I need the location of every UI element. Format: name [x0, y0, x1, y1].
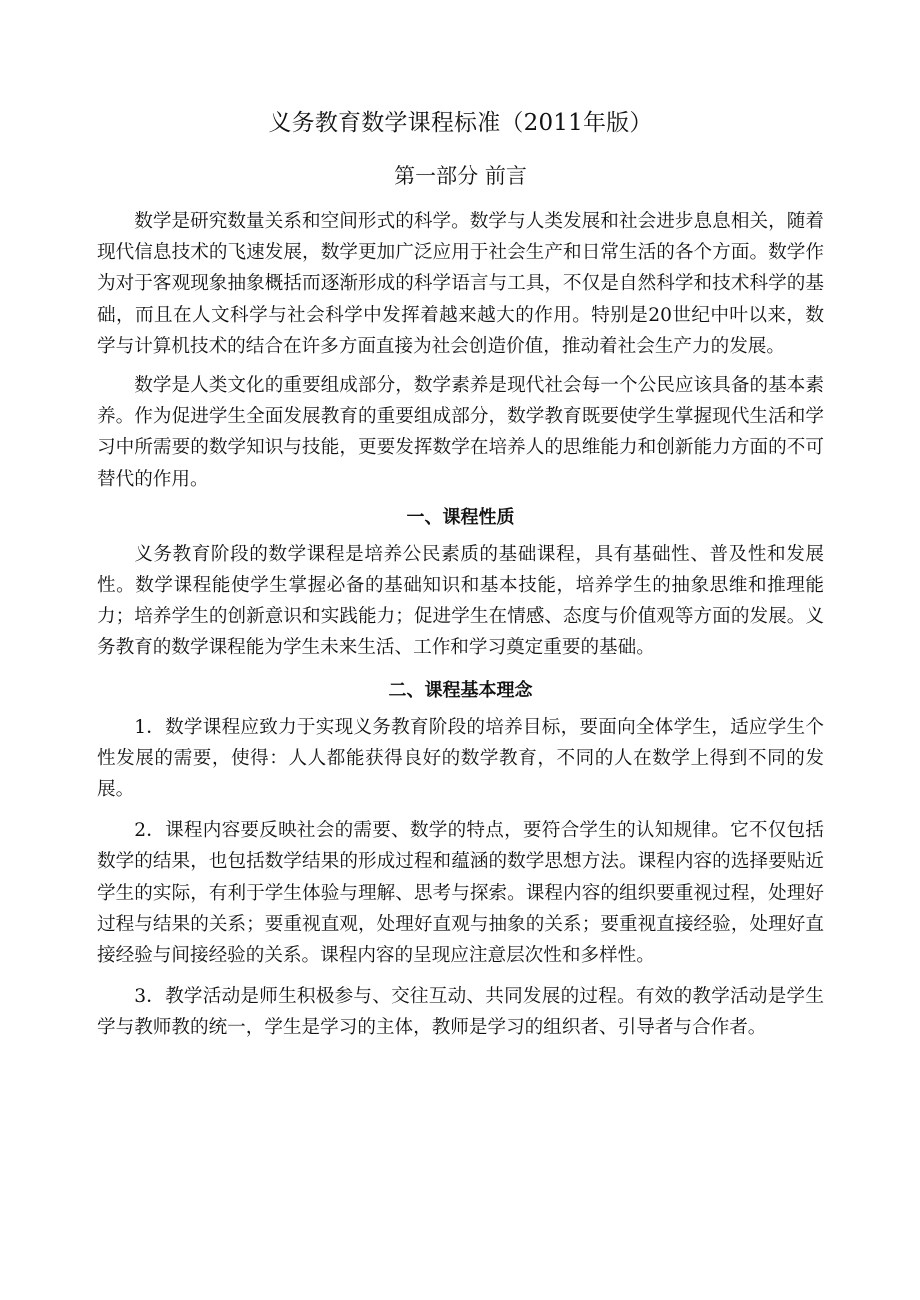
document-content [97, 106, 824, 1054]
concept-item-2: 2．课程内容要反映社会的需要、数学的特点，要符合学生的认知规律。它不仅包括数学的结果，也包括数学结果的形成过程和蕴涵的数学思想方法。课程内容的选择要贴近学生的实际，有利于学生体验与理解、思考与探索。课程内容的组织要重视过程，处理好过程与结果的关系；要重视直观，处理好直观与抽象的关系；要重视直接经验，处理好直接经验与间接经验的关系。课程内容的呈现应注意层次性和多样性。 [97, 820, 824, 967]
intro-paragraph-2: 数学是人类文化的重要组成部分，数学素养是现代社会每一个公民应该具备的基本素养。作为促进学生全面发展教育的重要组成部分，数学教育既要使学生掌握现代生活和学习中所需要的数学知识与技能，更要发挥数学在培养人的思维能力和创新能力方面的不可替代的作用。 [97, 375, 824, 490]
section-heading-course-nature: 一、课程性质 [406, 506, 515, 528]
section-spacer [97, 672, 824, 674]
intro-paragraph-1: 数学是研究数量关系和空间形式的科学。数学与人类发展和社会进步息息相关，随着现代信息技术的飞速发展，数学更加广泛应用于社会生产和日常生活的各个方面。数学作为对于客观现象抽象概括而逐渐形成的科学语言与工具，不仅是自然科学和技术科学的基础，而且在人文科学与社会科学中发挥着越来越大的作用。特别是20世纪中叶以来，数学与计算机技术的结合在许多方面直接为社会创造价值，推动着社会生产力的发展。 [97, 211, 824, 357]
concept-item-1: 1．数学课程应致力于实现义务教育阶段的培养目标，要面向全体学生，适应学生个性发展的需要，使得：人人都能获得良好的数学教育，不同的人在数学上得到不同的发展。 [97, 716, 824, 801]
document-title: 义务教育数学课程标准（2011年版） [268, 110, 653, 136]
section-heading-basic-concepts: 二、课程基本理念 [388, 679, 533, 701]
concept-item-3: 3．教学活动是师生积极参与、交往互动、共同发展的过程。有效的教学活动是学生学与教师教的统一，学生是学习的主体，教师是学习的组织者、引导者与合作者。 [97, 986, 824, 1039]
course-nature-paragraph: 义务教育阶段的数学课程是培养公民素质的基础课程，具有基础性、普及性和发展性。数学课程能使学生掌握必备的基础知识和基本技能，培养学生的抽象思维和推理能力；培养学生的创新意识和实践能力；促进学生在情感、态度与价值观等方面的发展。义务教育的数学课程能为学生未来生活、工作和学习奠定重要的基础。 [97, 543, 824, 659]
part-heading: 第一部分 前言 [394, 164, 527, 188]
